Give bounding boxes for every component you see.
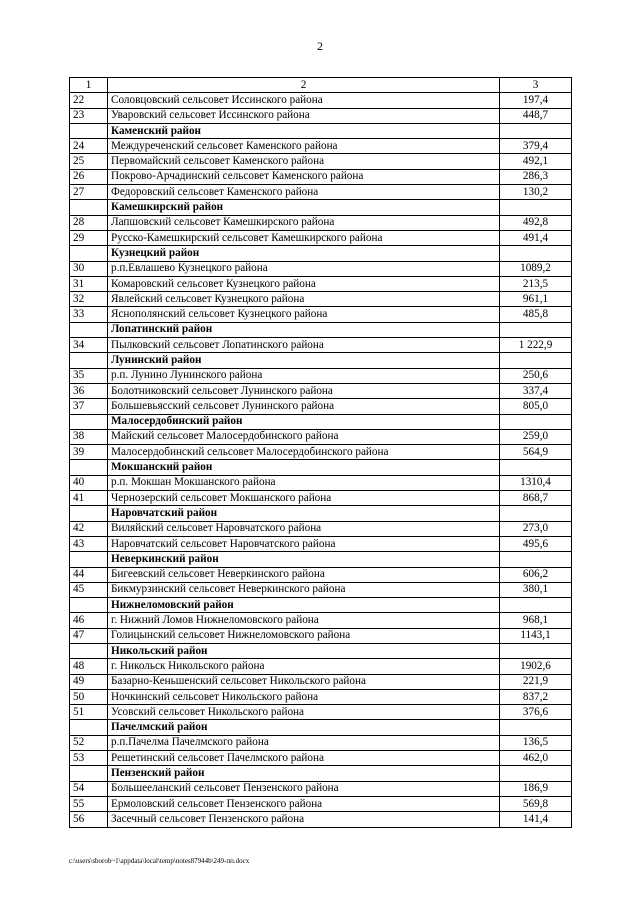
row-number: 45: [70, 582, 108, 597]
row-number: 22: [70, 93, 108, 108]
row-value: 868,7: [500, 491, 572, 506]
row-number: 53: [70, 751, 108, 766]
row-number: 40: [70, 475, 108, 490]
row-number: 27: [70, 185, 108, 200]
row-name: Чернозерский сельсовет Мокшанского района: [108, 491, 500, 506]
page-number: 2: [317, 39, 323, 53]
row-number: [70, 460, 108, 475]
table-row: [70, 169, 572, 184]
row-name: р.п. Лунино Лунинского района: [108, 368, 500, 383]
row-number: [70, 766, 108, 781]
row-name: р.п. Мокшан Мокшанского района: [108, 475, 500, 490]
row-value: 448,7: [500, 108, 572, 123]
row-name: Малосердобинский сельсовет Малосердобинского района: [108, 445, 500, 460]
row-value: [500, 552, 572, 567]
table-row: [70, 659, 572, 674]
table-row: [70, 674, 572, 689]
row-value: 462,0: [500, 751, 572, 766]
row-number: 56: [70, 812, 108, 827]
table-row: [70, 781, 572, 796]
row-value: 380,1: [500, 582, 572, 597]
row-value: 1089,2: [500, 261, 572, 276]
row-name: Лапшовский сельсовет Камешкирского района: [108, 215, 500, 230]
row-value: 141,4: [500, 812, 572, 827]
row-number: 34: [70, 338, 108, 353]
row-value: 492,1: [500, 154, 572, 169]
row-value: 259,0: [500, 429, 572, 444]
table-row: [70, 796, 572, 811]
row-number: 32: [70, 292, 108, 307]
table-row: [70, 491, 572, 506]
row-name: Ермоловский сельсовет Пензенского района: [108, 796, 500, 811]
row-name: Уваровский сельсовет Иссинского района: [108, 108, 500, 123]
row-number: 36: [70, 383, 108, 398]
row-name: Лунинский район: [108, 353, 500, 368]
row-value: 136,5: [500, 735, 572, 750]
row-name: Пылковский сельсовет Лопатинского района: [108, 338, 500, 353]
row-value: 837,2: [500, 689, 572, 704]
row-name: Усовский сельсовет Никольского района: [108, 705, 500, 720]
row-name: Комаровский сельсовет Кузнецкого района: [108, 276, 500, 291]
row-name: Малосердобинский район: [108, 414, 500, 429]
row-value: 569,8: [500, 796, 572, 811]
row-name: Мокшанский район: [108, 460, 500, 475]
row-value: 492,8: [500, 215, 572, 230]
row-number: [70, 643, 108, 658]
row-number: [70, 123, 108, 138]
row-value: [500, 322, 572, 337]
table-row: [70, 812, 572, 827]
row-name: Большевьясский сельсовет Лунинского района: [108, 399, 500, 414]
row-name: Федоровский сельсовет Каменского района: [108, 185, 500, 200]
row-value: [500, 353, 572, 368]
row-value: [500, 766, 572, 781]
district-row: [70, 643, 572, 658]
row-value: 197,4: [500, 93, 572, 108]
row-number: 39: [70, 445, 108, 460]
row-number: 24: [70, 139, 108, 154]
row-name: Виляйский сельсовет Наровчатского района: [108, 521, 500, 536]
row-number: [70, 353, 108, 368]
row-name: Наровчатский район: [108, 506, 500, 521]
row-number: [70, 598, 108, 613]
row-value: [500, 200, 572, 215]
district-row: [70, 720, 572, 735]
row-value: 564,9: [500, 445, 572, 460]
table-row: [70, 751, 572, 766]
district-row: [70, 766, 572, 781]
row-name: Решетинский сельсовет Пачелмского района: [108, 751, 500, 766]
row-name: г. Никольск Никольского района: [108, 659, 500, 674]
table-row: [70, 368, 572, 383]
row-number: [70, 322, 108, 337]
row-number: 49: [70, 674, 108, 689]
row-number: 25: [70, 154, 108, 169]
row-number: [70, 246, 108, 261]
district-row: [70, 598, 572, 613]
table-row: [70, 93, 572, 108]
file-path-footer: c:\users\sborob~1\appdata\local\temp\notes87944b\249-пп.docx: [69, 857, 250, 865]
row-number: [70, 414, 108, 429]
row-number: 46: [70, 613, 108, 628]
row-value: 186,9: [500, 781, 572, 796]
district-row: [70, 200, 572, 215]
row-name: Нижнеломовский район: [108, 598, 500, 613]
row-number: 50: [70, 689, 108, 704]
row-name: Камешкирский район: [108, 200, 500, 215]
district-row: [70, 123, 572, 138]
row-value: 495,6: [500, 536, 572, 551]
district-row: [70, 460, 572, 475]
table-row: [70, 475, 572, 490]
table-row: [70, 429, 572, 444]
row-number: [70, 552, 108, 567]
table-row: [70, 292, 572, 307]
row-number: 33: [70, 307, 108, 322]
row-value: [500, 123, 572, 138]
header-cell-2: 2: [108, 78, 500, 93]
row-value: [500, 598, 572, 613]
table-row: [70, 261, 572, 276]
row-number: 52: [70, 735, 108, 750]
row-number: 37: [70, 399, 108, 414]
table-row: [70, 735, 572, 750]
table-row: [70, 536, 572, 551]
row-number: [70, 506, 108, 521]
row-value: 337,4: [500, 383, 572, 398]
row-value: 805,0: [500, 399, 572, 414]
district-row: [70, 246, 572, 261]
row-name: Русско-Камешкирский сельсовет Камешкирского района: [108, 230, 500, 245]
row-value: 968,1: [500, 613, 572, 628]
row-value: 491,4: [500, 230, 572, 245]
row-name: Бигеевский сельсовет Неверкинского района: [108, 567, 500, 582]
row-value: 485,8: [500, 307, 572, 322]
row-number: 41: [70, 491, 108, 506]
row-value: 1902,6: [500, 659, 572, 674]
row-number: 43: [70, 536, 108, 551]
row-value: [500, 460, 572, 475]
row-number: 48: [70, 659, 108, 674]
row-number: 51: [70, 705, 108, 720]
table-row: [70, 582, 572, 597]
row-value: 213,5: [500, 276, 572, 291]
row-number: 35: [70, 368, 108, 383]
district-row: [70, 414, 572, 429]
row-number: 30: [70, 261, 108, 276]
row-name: Большееланский сельсовет Пензенского района: [108, 781, 500, 796]
row-name: Голицынский сельсовет Нижнеломовского района: [108, 628, 500, 643]
row-name: Ночкинский сельсовет Никольского района: [108, 689, 500, 704]
row-name: Лопатинский район: [108, 322, 500, 337]
table-row: [70, 521, 572, 536]
row-value: 961,1: [500, 292, 572, 307]
table-row: [70, 215, 572, 230]
table-row: [70, 185, 572, 200]
row-name: Первомайский сельсовет Каменского района: [108, 154, 500, 169]
row-number: 47: [70, 628, 108, 643]
table-row: [70, 383, 572, 398]
table-body: [70, 78, 572, 828]
row-name: Пачелмский район: [108, 720, 500, 735]
row-number: 44: [70, 567, 108, 582]
row-name: Междуреченский сельсовет Каменского района: [108, 139, 500, 154]
row-name: Болотниковский сельсовет Лунинского района: [108, 383, 500, 398]
district-row: [70, 506, 572, 521]
table-header-row: [70, 78, 572, 93]
row-name: р.п.Пачелма Пачелмского района: [108, 735, 500, 750]
row-name: Никольский район: [108, 643, 500, 658]
row-name: Майский сельсовет Малосердобинского района: [108, 429, 500, 444]
row-name: Соловцовский сельсовет Иссинского района: [108, 93, 500, 108]
table-row: [70, 154, 572, 169]
row-name: Явлейский сельсовет Кузнецкого района: [108, 292, 500, 307]
table-row: [70, 445, 572, 460]
row-number: [70, 720, 108, 735]
row-name: Бикмурзинский сельсовет Неверкинского района: [108, 582, 500, 597]
row-number: 23: [70, 108, 108, 123]
row-value: [500, 246, 572, 261]
row-name: г. Нижний Ломов Нижнеломовского района: [108, 613, 500, 628]
district-row: [70, 353, 572, 368]
row-value: 250,6: [500, 368, 572, 383]
row-name: Неверкинский район: [108, 552, 500, 567]
row-number: 28: [70, 215, 108, 230]
row-name: Яснополянский сельсовет Кузнецкого района: [108, 307, 500, 322]
row-name: Пензенский район: [108, 766, 500, 781]
row-number: 38: [70, 429, 108, 444]
row-number: 31: [70, 276, 108, 291]
row-number: 26: [70, 169, 108, 184]
row-value: [500, 414, 572, 429]
row-value: [500, 643, 572, 658]
header-cell-1: 1: [70, 78, 108, 93]
table-row: [70, 567, 572, 582]
row-name: Покрово-Арчадинский сельсовет Каменского района: [108, 169, 500, 184]
row-name: Засечный сельсовет Пензенского района: [108, 812, 500, 827]
table-row: [70, 230, 572, 245]
row-value: [500, 506, 572, 521]
table-row: [70, 139, 572, 154]
row-value: 606,2: [500, 567, 572, 582]
row-value: 376,6: [500, 705, 572, 720]
row-value: 130,2: [500, 185, 572, 200]
row-name: Кузнецкий район: [108, 246, 500, 261]
row-value: [500, 720, 572, 735]
row-value: 1 222,9: [500, 338, 572, 353]
row-value: 221,9: [500, 674, 572, 689]
row-name: Каменский район: [108, 123, 500, 138]
row-name: Наровчатский сельсовет Наровчатского района: [108, 536, 500, 551]
table-row: [70, 689, 572, 704]
row-number: [70, 200, 108, 215]
table-row: [70, 307, 572, 322]
row-value: 286,3: [500, 169, 572, 184]
table-row: [70, 705, 572, 720]
table-row: [70, 628, 572, 643]
district-row: [70, 552, 572, 567]
row-name: Базарно-Кеньшенский сельсовет Никольского района: [108, 674, 500, 689]
district-row: [70, 322, 572, 337]
table-row: [70, 613, 572, 628]
table-row: [70, 276, 572, 291]
row-number: 55: [70, 796, 108, 811]
row-value: 379,4: [500, 139, 572, 154]
row-number: 54: [70, 781, 108, 796]
table-row: [70, 399, 572, 414]
table-row: [70, 338, 572, 353]
row-value: 273,0: [500, 521, 572, 536]
row-number: 29: [70, 230, 108, 245]
header-cell-3: 3: [500, 78, 572, 93]
row-value: 1310,4: [500, 475, 572, 490]
row-number: 42: [70, 521, 108, 536]
row-value: 1143,1: [500, 628, 572, 643]
row-name: р.п.Евлашево Кузнецкого района: [108, 261, 500, 276]
data-table: [69, 77, 572, 828]
table-row: [70, 108, 572, 123]
